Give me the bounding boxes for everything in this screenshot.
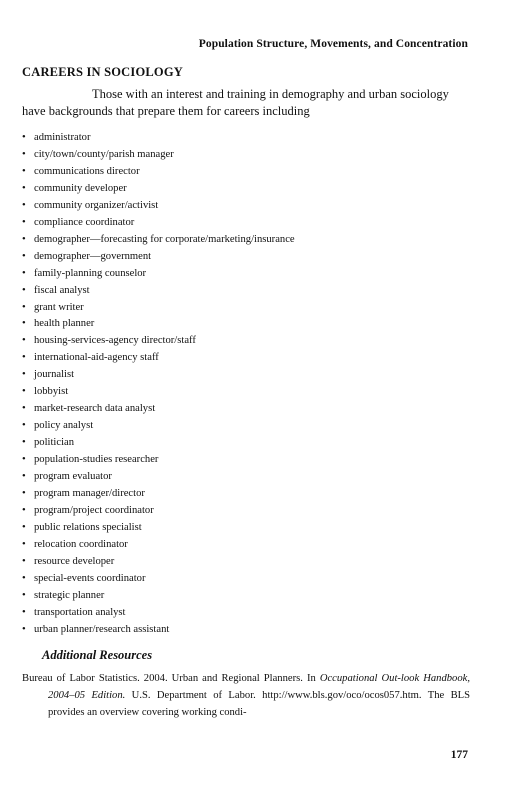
career-list-item: • lobbyist: [22, 384, 470, 401]
section-heading: CAREERS IN SOCIOLOGY: [22, 65, 183, 79]
career-list-item: • market-research data analyst: [22, 401, 470, 418]
page-number: 177: [450, 749, 468, 761]
citation-tail: U.S. Department of Labor. http://www.bls.gov/oco/ocos057.htm. The BLS provides an overview covering working condi-: [48, 690, 470, 718]
career-list-item: • population-studies researcher: [22, 452, 470, 469]
career-list-item: • special-events coordinator: [22, 571, 470, 588]
careers-list: [22, 130, 470, 639]
additional-resources-heading: Additional Resources: [42, 648, 153, 662]
citation-title: Occupational Out-look Handbook, 2004–05 Edition.: [48, 673, 470, 701]
career-list-item: • urban planner/research assistant: [22, 622, 470, 639]
career-list-item: • community organizer/activist: [22, 198, 470, 215]
career-list-item: • fiscal analyst: [22, 283, 470, 300]
career-list-item: • public relations specialist: [22, 520, 470, 537]
career-list-item: • demographer—forecasting for corporate/marketing/insurance: [22, 232, 470, 249]
career-list-item: • administrator: [22, 130, 470, 147]
career-list-item: • journalist: [22, 367, 470, 384]
career-list-item: • resource developer: [22, 554, 470, 571]
career-list-item: • compliance coordinator: [22, 215, 470, 232]
career-list-item: • housing-services-agency director/staff: [22, 333, 470, 350]
career-list-item: • program manager/director: [22, 486, 470, 503]
intro-paragraph: Those with an interest and training in demography and urban sociology have backgrounds that prepare them for careers including: [22, 87, 449, 118]
running-head: Population Structure, Movements, and Concentration: [198, 38, 468, 50]
career-list-item: • health planner: [22, 316, 470, 333]
career-list-item: • relocation coordinator: [22, 537, 470, 554]
career-list-item: • communications director: [22, 164, 470, 181]
citation-lead: Bureau of Labor Statistics. 2004. Urban and Regional Planners. In: [22, 673, 320, 684]
citation-entry: [22, 670, 470, 721]
career-list-item: • strategic planner: [22, 588, 470, 605]
career-list-item: • family-planning counselor: [22, 266, 470, 283]
career-list-item: • program/project coordinator: [22, 503, 470, 520]
career-list-item: • policy analyst: [22, 418, 470, 435]
career-list-item: • city/town/county/parish manager: [22, 147, 470, 164]
career-list-item: • grant writer: [22, 300, 470, 317]
career-list-item: • international-aid-agency staff: [22, 350, 470, 367]
career-list-item: • demographer—government: [22, 249, 470, 266]
career-list-item: • community developer: [22, 181, 470, 198]
career-list-item: • transportation analyst: [22, 605, 470, 622]
career-list-item: • program evaluator: [22, 469, 470, 486]
career-list-item: • politician: [22, 435, 470, 452]
